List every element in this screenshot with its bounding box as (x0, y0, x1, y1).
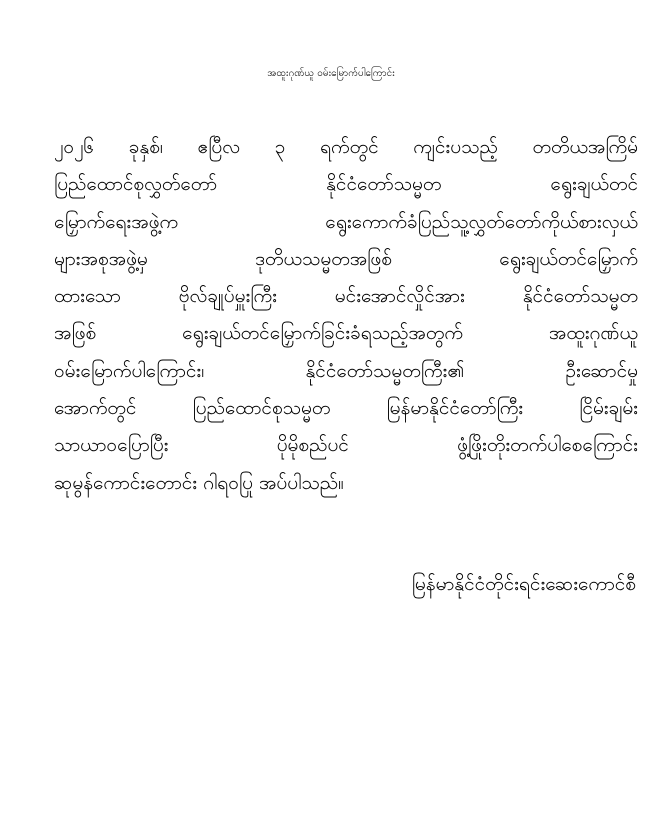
body-line: အဖြစ် ရွေးချယ်တင်မြှောက်ခြင်းခံရသည့်အတွက် အထူးဂုဏ်ယူ (54, 322, 638, 345)
document-title: အထူးဂုဏ်ယူ ဝမ်းမြောက်ပါကြောင်း (267, 68, 395, 79)
body-line: သာယာဝပြောပြီး ပိုမိုစည်ပင် ဖွံ့ဖြိုးတိုးတက်ပါစေကြောင်း (54, 434, 638, 457)
body-line: ၂၀၂၆ ခုနှစ်၊ ဧပြီလ ၃ ရက်တွင် ကျင်းပသည့် တတိယအကြိမ် (54, 136, 638, 158)
body-line: ဝမ်းမြောက်ပါကြောင်း၊ နိုင်ငံတော်သမ္မတကြီး၏ ဦးဆောင်မှု (54, 359, 638, 382)
body-line: ပြည်ထောင်စုလွှတ်တော် နိုင်ငံတော်သမ္မတ ရွေးချယ်တင် (54, 173, 638, 196)
document-body (54, 129, 638, 502)
body-line: မြှောက်ရေးအဖွဲ့က ရွေးကောက်ခံပြည်သူ့လွှတ်တော်ကိုယ်စားလှယ် (54, 210, 638, 233)
body-line: ဆုမွန်ကောင်းတောင်း ဂါရဝပြု အပ်ပါသည်။ (54, 471, 344, 494)
body-line: အောက်တွင် ပြည်ထောင်စုသမ္မတ မြန်မာနိုင်ငံတော်ကြီး ငြိမ်းချမ်း (54, 397, 638, 420)
signature: မြန်မာနိုင်ငံတိုင်းရင်းဆေးကောင်စီ (411, 573, 636, 595)
body-line: ထားသော ဗိုလ်ချုပ်မှူးကြီး မင်းအောင်လှိုင်အား နိုင်ငံတော်သမ္မတ (54, 285, 638, 308)
body-line: များအစုအဖွဲ့မှ ဒုတိယသမ္မတအဖြစ် ရွေးချယ်တင်မြှောက် (54, 247, 638, 270)
